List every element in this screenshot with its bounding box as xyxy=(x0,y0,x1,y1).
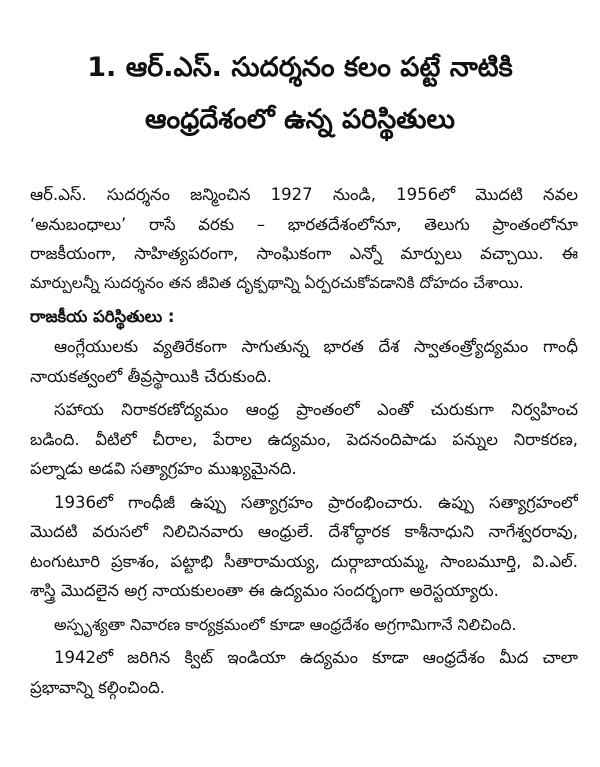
text-line: పల్నాడు అడవి సత్యాగ్రహం ముఖ్యమైనది. xyxy=(30,459,297,478)
text-line: మొదటి వరుసలో నిలిచినవారు ఆంధ్రులే. దేశోద్ధారక కాశీనాధుని నాగేశ్వరరావు, xyxy=(30,522,578,541)
chapter-title-line: ఆంధ్రదేశంలో ఉన్న పరిస్థితులు xyxy=(145,104,455,135)
text-line: టంగుటూరి ప్రకాశం, పట్టాభి సీతారామయ్య, దుర్గాబాయమ్మ, సాంబమూర్తి, వి.ఎల్. xyxy=(30,551,578,571)
text-line: సహాయ నిరాకరణోద్యమం ఆంధ్ర ప్రాంతంలో ఎంతో చురుకుగా నిర్వహించ xyxy=(54,400,578,419)
text-line: ఆంగ్లేయులకు వ్యతిరేకంగా సాగుతున్న భారత దేశ స్వాతంత్ర్యోద్యమం గాంధీ xyxy=(54,337,578,356)
text-line: ప్రభావాన్ని కల్గించింది. xyxy=(30,677,165,697)
paragraph xyxy=(30,332,578,391)
text-line: అస్పృశ్యతా నివారణ కార్యక్రమంలో కూడా ఆంధ్రదేశం అగ్రగామిగానే నిలిచింది. xyxy=(54,614,517,634)
paragraph xyxy=(30,395,578,484)
section-heading: రాజకీయ పరిస్థితులు : xyxy=(30,307,175,326)
paragraph xyxy=(30,488,578,606)
text-line: రాజకీయంగా, సాహిత్యపరంగా, సాంఘికంగా ఎన్నో మార్పులు వచ్చాయి. ఈ xyxy=(30,244,578,263)
text-line: ఆర్.ఎస్. సుదర్శనం జన్మించిన 1927 నుండి, 1956లో మొదటి నవల xyxy=(30,185,578,204)
text-line: 1942లో జరిగిన క్విట్ ఇండియా ఉద్యమం కూడా ఆంధ్రదేశం మీద చాలా xyxy=(54,648,578,667)
text-line: 1936లో గాంధీజీ ఉప్పు సత్యాగ్రహం ప్రారంభించారు. ఉప్పు సత్యాగ్రహంలో xyxy=(54,492,578,512)
chapter-body xyxy=(30,180,578,706)
text-line: నాయకత్వంలో తీవ్రస్థాయికి చేరుకుంది. xyxy=(30,366,272,386)
text-line: శాస్త్రి మొదలైన అగ్ర నాయకులంతా ఈ ఉద్యమం సందర్భంగా అరెస్టయ్యారు. xyxy=(30,581,499,600)
chapter-title xyxy=(30,42,570,146)
text-line: ‘అనుబంధాలు’ రాసే వరకు – భారతదేశంలోనూ, తెలుగు ప్రాంతంలోనూ xyxy=(30,214,578,234)
paragraph xyxy=(30,643,578,702)
paragraph xyxy=(30,610,578,640)
text-line: బడింది. వీటిలో చీరాల, పేరాల ఉద్యమం, పెదనందిపాడు పన్నుల నిరాకరణ, xyxy=(30,429,578,449)
text-line: మార్పులన్నీ సుదర్శనం తన జీవిత దృక్పథాన్ని ఏర్పరచుకోవడానికి దోహదం చేశాయి. xyxy=(30,273,524,292)
intro-paragraph xyxy=(30,180,578,298)
chapter-title-line: 1. ఆర్.ఎస్. సుదర్శనం కలం పట్టే నాటికి xyxy=(87,52,513,83)
